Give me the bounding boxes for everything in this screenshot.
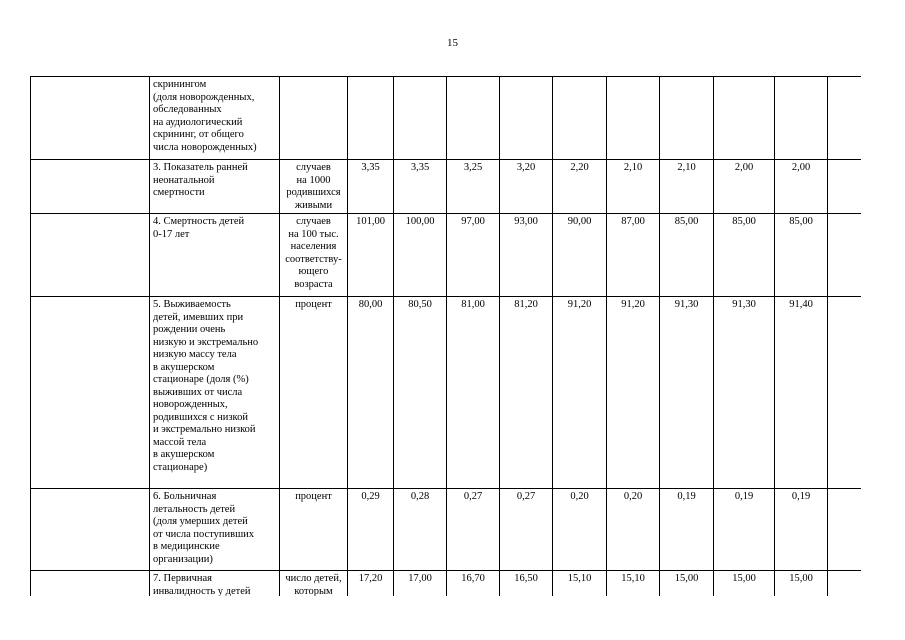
indicator-name: 3. Показатель ранней неонатальной смертности (153, 162, 248, 198)
value-cell: 0,19 (714, 489, 775, 571)
value-cell: 0,19 (660, 489, 714, 571)
value-cell: 91,20 (607, 297, 660, 489)
value-cell: 15,00 (775, 571, 828, 597)
value-cell (553, 77, 607, 160)
value-cell: 0,27 (500, 489, 553, 571)
unit-label: процент (295, 299, 332, 310)
value-cell: 0,27 (447, 489, 500, 571)
value-cell: 85,00 (660, 214, 714, 297)
table-row (31, 297, 862, 489)
unit-label: случаев на 100 тыс. населения соответству- ющего возраста (285, 216, 342, 290)
blank-cell (31, 160, 150, 214)
page-number: 15 (447, 37, 458, 49)
value-cell: 91,30 (660, 297, 714, 489)
blank-cell (31, 77, 150, 160)
trailing-cell (828, 214, 862, 297)
indicator-name-cell (150, 297, 280, 489)
value-cell (660, 77, 714, 160)
table-row (31, 160, 862, 214)
value-cell (394, 77, 447, 160)
indicator-name-cell (150, 214, 280, 297)
unit-cell (280, 297, 348, 489)
trailing-cell (828, 160, 862, 214)
table-body (31, 77, 862, 597)
value-cell (775, 77, 828, 160)
value-cell: 15,00 (660, 571, 714, 597)
value-cell: 3,35 (394, 160, 447, 214)
value-cell (348, 77, 394, 160)
value-cell (447, 77, 500, 160)
value-cell: 15,10 (553, 571, 607, 597)
value-cell: 100,00 (394, 214, 447, 297)
value-cell: 91,20 (553, 297, 607, 489)
unit-label: число детей, которым (285, 573, 342, 596)
value-cell: 85,00 (775, 214, 828, 297)
unit-cell (280, 77, 348, 160)
table-row (31, 77, 862, 160)
indicator-name-cell (150, 489, 280, 571)
indicator-table (30, 76, 861, 596)
table-row (31, 489, 862, 571)
value-cell: 2,00 (714, 160, 775, 214)
value-cell: 81,00 (447, 297, 500, 489)
trailing-cell (828, 571, 862, 597)
indicator-name-cell (150, 571, 280, 597)
unit-cell (280, 571, 348, 597)
value-cell: 81,20 (500, 297, 553, 489)
trailing-cell (828, 489, 862, 571)
unit-cell (280, 160, 348, 214)
value-cell: 16,70 (447, 571, 500, 597)
value-cell: 17,00 (394, 571, 447, 597)
value-cell: 101,00 (348, 214, 394, 297)
value-cell: 80,50 (394, 297, 447, 489)
value-cell (500, 77, 553, 160)
value-cell: 91,30 (714, 297, 775, 489)
value-cell: 2,10 (607, 160, 660, 214)
blank-cell (31, 571, 150, 597)
value-cell: 2,20 (553, 160, 607, 214)
value-cell: 93,00 (500, 214, 553, 297)
indicator-name-cell (150, 160, 280, 214)
value-cell: 16,50 (500, 571, 553, 597)
blank-cell (31, 297, 150, 489)
value-cell: 2,10 (660, 160, 714, 214)
value-cell: 2,00 (775, 160, 828, 214)
value-cell: 3,20 (500, 160, 553, 214)
trailing-cell (828, 77, 862, 160)
value-cell: 0,29 (348, 489, 394, 571)
table-row (31, 571, 862, 597)
value-cell: 0,20 (607, 489, 660, 571)
unit-label: случаев на 1000 родившихся живыми (286, 162, 341, 211)
value-cell: 15,10 (607, 571, 660, 597)
value-cell: 3,35 (348, 160, 394, 214)
blank-cell (31, 489, 150, 571)
unit-cell (280, 489, 348, 571)
value-cell: 0,19 (775, 489, 828, 571)
unit-cell (280, 214, 348, 297)
indicator-name: 6. Больничная летальность детей (доля умерших детей от числа поступивших в медицинские организации) (153, 491, 255, 565)
value-cell: 85,00 (714, 214, 775, 297)
value-cell: 3,25 (447, 160, 500, 214)
value-cell: 91,40 (775, 297, 828, 489)
value-cell: 0,28 (394, 489, 447, 571)
blank-cell (31, 214, 150, 297)
indicator-name: скринингом (доля новорожденных, обследованных на аудиологический скрининг, от общего числа новорожденных) (153, 79, 257, 153)
indicator-name: 7. Первичная инвалидность у детей (153, 573, 251, 596)
indicator-name: 4. Смертность детей 0-17 лет (153, 216, 245, 240)
value-cell: 17,20 (348, 571, 394, 597)
value-cell (607, 77, 660, 160)
unit-label: процент (295, 491, 332, 502)
value-cell (714, 77, 775, 160)
table-row (31, 214, 862, 297)
value-cell: 87,00 (607, 214, 660, 297)
value-cell: 90,00 (553, 214, 607, 297)
value-cell: 97,00 (447, 214, 500, 297)
indicator-name-cell (150, 77, 280, 160)
indicator-table-frame (30, 76, 861, 596)
indicator-name: 5. Выживаемость детей, имевших при рождении очень низкую и экстремально низкую массу тела в акушерском стационаре (доля (%) выживших от числа новорожденных, родившихся с низкой и экстремально низкой массой тела в акушерском стационаре) (153, 299, 259, 473)
value-cell: 15,00 (714, 571, 775, 597)
trailing-cell (828, 297, 862, 489)
value-cell: 0,20 (553, 489, 607, 571)
value-cell: 80,00 (348, 297, 394, 489)
